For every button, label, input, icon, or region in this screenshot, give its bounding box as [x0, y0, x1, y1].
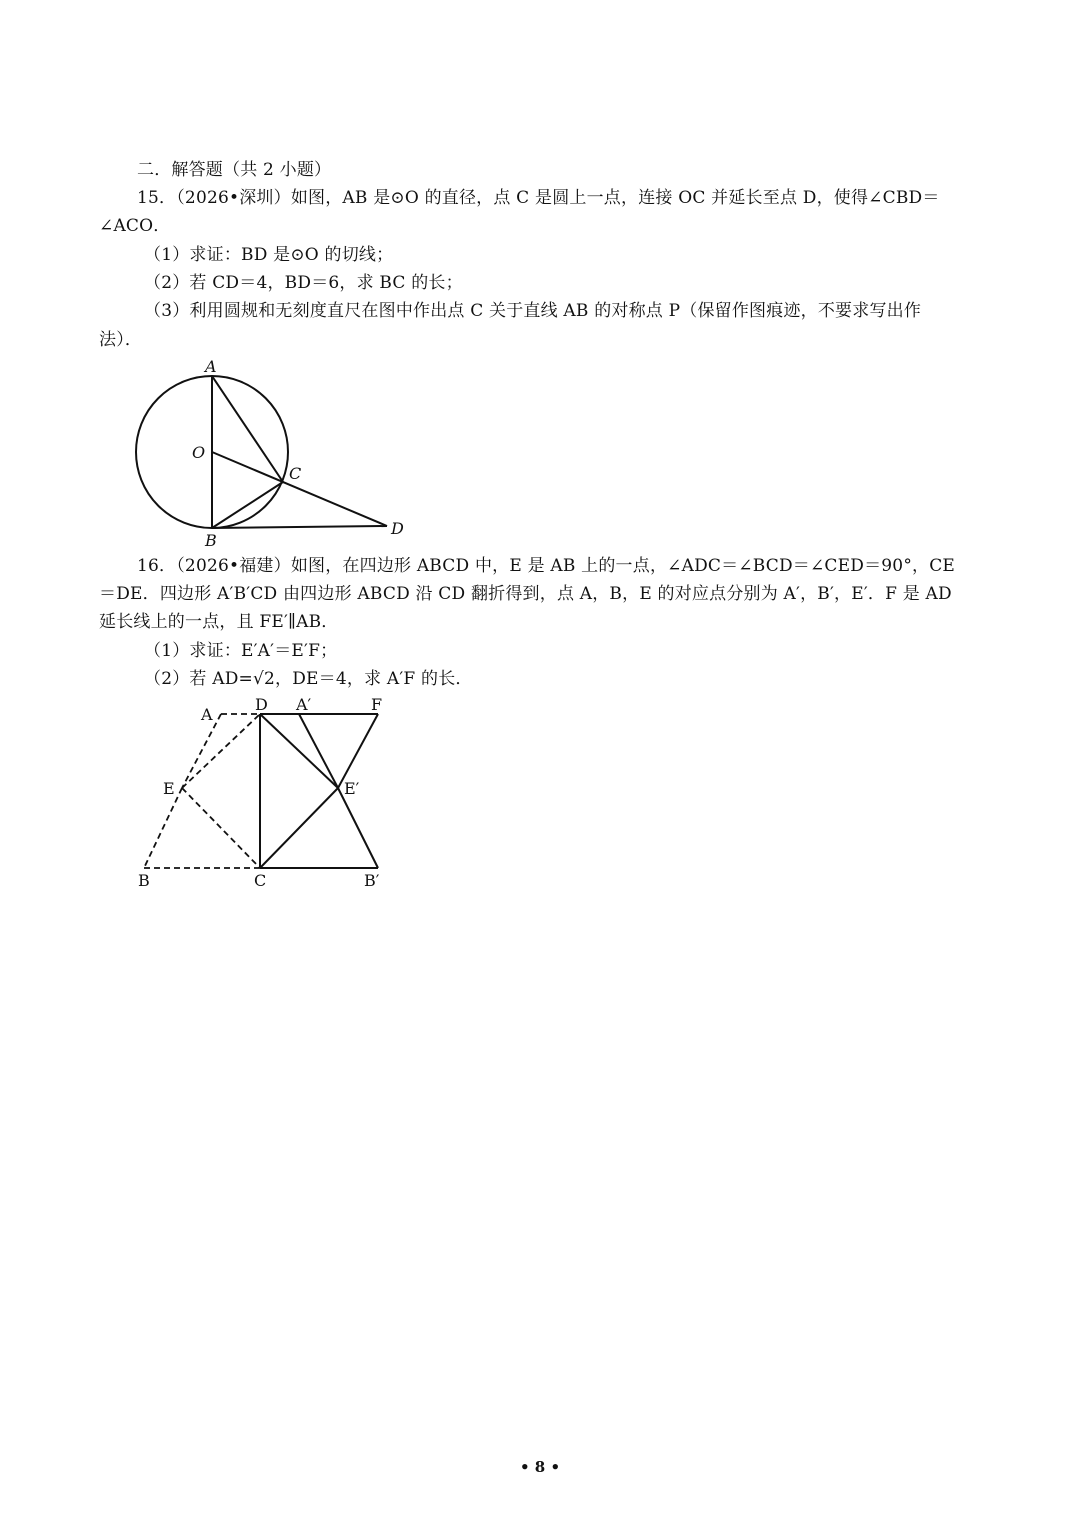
label-B: B — [138, 871, 150, 890]
question-16-stem-continued: ＝DE．四边形 A′B′CD 由四边形 ABCD 沿 CD 翻折得到，点 A，B，E 的对应点分别为 A′，B′，E′．F 是 AD — [99, 584, 952, 604]
page-number: • 8 • — [519, 1458, 561, 1476]
question-15-stem: 15．（2026•深圳）如图，AB 是⊙O 的直径，点 C 是圆上一点，连接 OC 并延长至点 D，使得∠CBD＝ — [137, 188, 940, 208]
question-16-stem: 16．（2026•福建）如图，在四边形 ABCD 中，E 是 AB 上的一点，∠ADC＝∠BCD＝∠CED＝90°，CE — [137, 556, 956, 576]
label-F: F — [371, 695, 383, 714]
label-B-prime: B′ — [364, 871, 380, 890]
label-D: D — [391, 519, 404, 538]
question-15-part-3-continued: 法）． — [99, 330, 143, 350]
question-15-part-3: （3）利用圆规和无刻度直尺在图中作出点 C 关于直线 AB 的对称点 P（保留作图痕迹，不要求写出作 — [144, 301, 922, 321]
section-title: 二．解答题（共 2 小题） — [137, 160, 332, 180]
label-B: B — [205, 531, 217, 550]
question-16-part-1: （1）求证：E′A′＝E′F； — [144, 641, 338, 661]
label-C: C — [254, 871, 267, 890]
label-C: C — [289, 464, 302, 483]
label-E-prime: E′ — [344, 779, 360, 798]
question-16-stem-continued-2: 延长线上的一点，且 FE′∥AB． — [99, 612, 339, 632]
question-16-part-2: （2）若 AD=√2，DE＝4，求 A′F 的长． — [144, 669, 473, 689]
question-15-part-2: （2）若 CD＝4，BD＝6，求 BC 的长； — [144, 273, 463, 293]
question-15-stem-continued: ∠ACO． — [99, 216, 171, 236]
question-15-part-1: （1）求证：BD 是⊙O 的切线； — [144, 245, 394, 265]
quadrilateral-fold-figure — [125, 690, 405, 900]
label-A-prime: A′ — [296, 695, 312, 714]
label-O: O — [192, 443, 206, 462]
label-A: A — [201, 705, 213, 724]
circle-tangent-figure — [125, 350, 425, 550]
label-D: D — [255, 695, 268, 714]
label-A: A — [205, 357, 217, 376]
label-E: E — [163, 779, 175, 798]
